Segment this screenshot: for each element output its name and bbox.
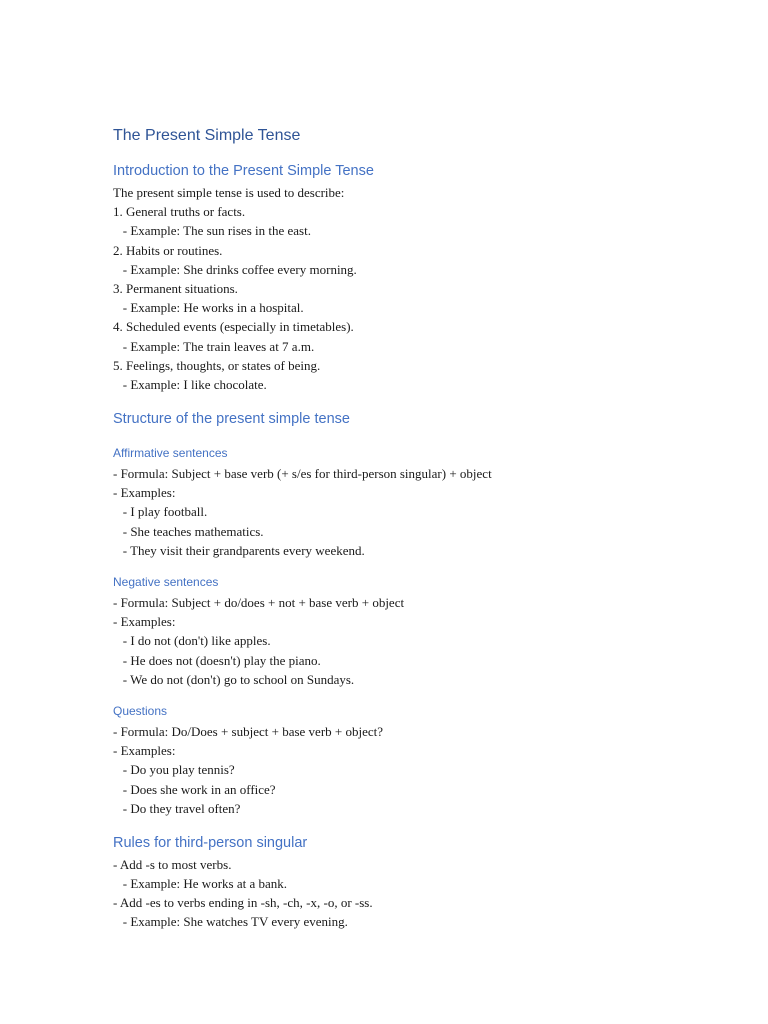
text-line: 2. Habits or routines. — [113, 242, 223, 258]
text-line: - Example: The sun rises in the east. — [113, 223, 311, 239]
rules-body — [113, 855, 733, 932]
document-page — [113, 124, 733, 932]
text-line: - Formula: Subject + do/does + not + base verb + object — [113, 595, 405, 610]
text-line: - He does not (doesn't) play the piano. — [113, 652, 321, 668]
text-line: - We do not (don't) go to school on Sundays. — [113, 671, 355, 687]
text-line: - Examples: — [113, 485, 176, 501]
text-line: - Example: She watches TV every evening. — [113, 914, 348, 930]
affirmative-body — [113, 464, 733, 560]
text-line: - Add -es to verbs ending in -sh, -ch, -x, -o, or -ss. — [113, 895, 373, 911]
text-line: - Example: The train leaves at 7 a.m. — [113, 338, 315, 354]
intro-heading: Introduction to the Present Simple Tense — [113, 163, 374, 179]
negative-heading: Negative sentences — [113, 575, 219, 589]
negative-body — [113, 593, 733, 689]
text-line: - I do not (don't) like apples. — [113, 633, 271, 649]
text-line: - Do you play tennis? — [113, 762, 235, 778]
text-line: - Do they travel often? — [113, 800, 241, 816]
text-line: - They visit their grandparents every weekend. — [113, 542, 365, 558]
questions-heading: Questions — [113, 703, 168, 718]
document-title: The Present Simple Tense — [113, 127, 301, 144]
questions-body — [113, 722, 733, 818]
text-line: - Example: She drinks coffee every morning. — [113, 261, 357, 277]
text-line: - Example: He works at a bank. — [113, 876, 288, 892]
text-line: - Does she work in an office? — [113, 781, 276, 797]
text-line: - Example: He works in a hospital. — [113, 300, 304, 316]
text-line: - Add -s to most verbs. — [113, 856, 232, 872]
text-line: - Formula: Subject + base verb (+ s/es for third-person singular) + object — [113, 466, 492, 482]
text-line: 3. Permanent situations. — [113, 280, 238, 296]
text-line: - She teaches mathematics. — [113, 523, 264, 539]
text-line: 1. General truths or facts. — [113, 204, 246, 220]
text-line: The present simple tense is used to describe: — [113, 185, 345, 200]
text-line: 5. Feelings, thoughts, or states of being. — [113, 357, 321, 373]
affirmative-heading: Affirmative sentences — [113, 446, 228, 461]
rules-heading: Rules for third-person singular — [113, 834, 308, 851]
structure-heading: Structure of the present simple tense — [113, 411, 350, 428]
text-line: - Examples: — [113, 614, 176, 630]
text-line: 4. Scheduled events (especially in timetables). — [113, 319, 354, 335]
text-line: - I play football. — [113, 504, 208, 520]
text-line: - Examples: — [113, 743, 176, 759]
intro-body — [113, 183, 733, 394]
text-line: - Example: I like chocolate. — [113, 376, 267, 392]
text-line: - Formula: Do/Does + subject + base verb + object? — [113, 723, 384, 739]
